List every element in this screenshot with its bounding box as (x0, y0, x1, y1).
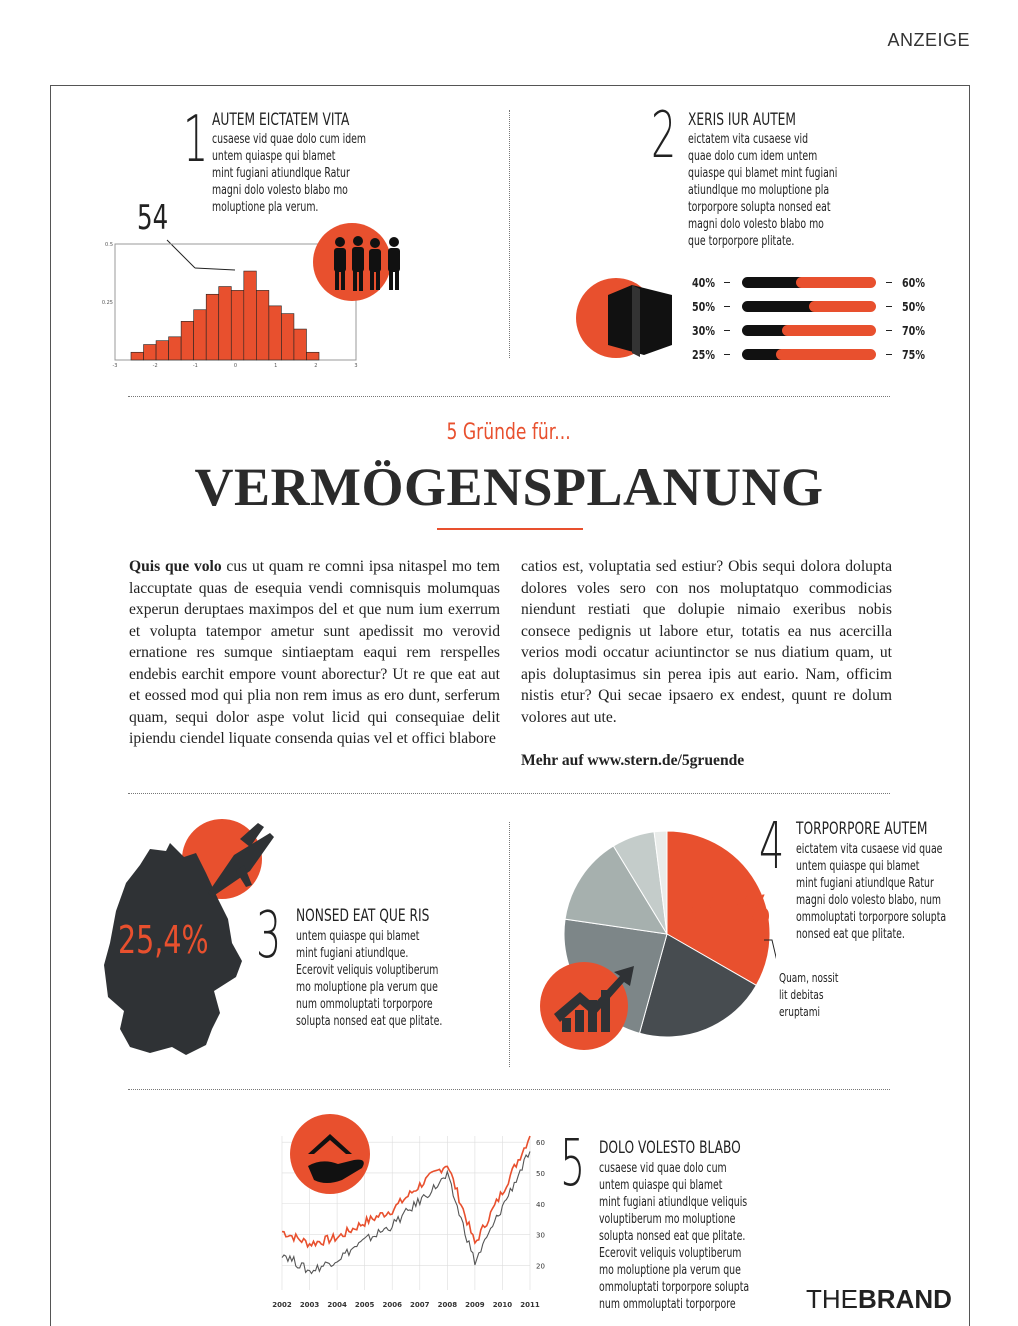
column-divider (509, 822, 510, 1067)
section-2-text: eictatem vita cusaese vid quae dolo cum idem untem quiaspe qui blamet mint fugiani atiundlque mo moluptione pla torporpore solupta nonsed eat magni dolo volesto blabo mo que torporpore plitate. (688, 132, 838, 249)
section-3-percent: 25,4% (118, 918, 209, 962)
chart-x-tick: 2009 (465, 1301, 485, 1309)
histogram-bar (306, 352, 319, 360)
split-bar-accent (809, 301, 876, 312)
headline-rule (437, 528, 583, 530)
line-chart (272, 1110, 562, 1311)
brand-logo (806, 1284, 952, 1315)
chart-y-tick: 40 (536, 1200, 545, 1209)
histogram-x-tick: 0 (233, 363, 238, 369)
callout-line (195, 268, 235, 270)
split-bar-dash (724, 282, 730, 283)
brand-logo-light: THE (806, 1284, 858, 1314)
section-1-text: cusaese vid quae dolo cum idem untem quiaspe qui blamet mint fugiani atiundlque Ratur magni dolo volesto blabo mo moluptione pla verum. (212, 132, 367, 215)
histogram-callout-value: 54 (137, 198, 169, 238)
split-bar-right-label: 75% (902, 348, 925, 362)
split-bar-row (690, 322, 930, 340)
split-bar-row (690, 274, 930, 292)
headline-title: VERMÖGENSPLANUNG (194, 457, 824, 517)
body-column-2-text: catios est, voluptatia sed estiur? Obis sequi dolora dolupta dolores voles sero con nos moluptatquo commodicias niendunt restiati que dolupie nimaio exeribus nobis consece pedignis ut labore etur, totatis ea nus acercilla verios modi occatur aciuntinctor se nus diatium quam, ut apis doluptasimus sin perea ipis aut eario. Nam, officim nistis etur? Qui secae ipsaero ex endest, quunt re dolum volores aut ute. (521, 558, 892, 726)
split-bar-dark (742, 301, 817, 312)
split-bar-accent (782, 325, 876, 336)
split-bar-left-label: 30% (692, 324, 715, 338)
section-1-number: 1 (183, 103, 209, 177)
split-bar-accent (796, 277, 876, 288)
section-4-percent: 33,3% (680, 888, 771, 932)
section-divider (128, 793, 890, 794)
split-bar-dash (886, 354, 892, 355)
body-lead: Quis que volo (129, 558, 222, 575)
split-bar-dash (886, 282, 892, 283)
split-bar-dash (724, 354, 730, 355)
histogram-bar (294, 329, 307, 360)
section-3-text: untem quiaspe qui blamet mint fugiani atiundlque. Ecerovit veliquis voluptiberum mo moluptione pla verum que num ommoluptati torporpore solupta nonsed eat que plitate. (296, 929, 443, 1029)
brand-logo-bold: BRAND (858, 1284, 952, 1314)
body-column-1 (129, 556, 500, 750)
split-bar-dash (886, 306, 892, 307)
histogram-bar (256, 290, 269, 360)
split-bar-track (742, 349, 876, 360)
split-bar-dash (886, 330, 892, 331)
section-5-text: cusaese vid quae dolo cum untem quiaspe qui blamet mint fugiani atiundlque veliquis voluptiberum mo moluptione solupta nonsed eat que plitate. Ecerovit veliquis voluptiberum mo moluptione pla verum que ommoluptati torporpore solupta num ommoluptati torporpore (599, 1161, 750, 1312)
split-bar-left-label: 40% (692, 276, 715, 290)
group-people-icon (312, 222, 412, 302)
histogram-bar (231, 290, 244, 360)
split-bar-row (690, 346, 930, 364)
body-column-2 (521, 556, 892, 728)
chart-x-tick: 2005 (354, 1301, 375, 1309)
split-bar-left-label: 25% (692, 348, 715, 362)
split-bar-list (690, 274, 930, 370)
chart-y-tick: 20 (536, 1262, 545, 1271)
section-4-number: 4 (759, 810, 785, 884)
pie-chart (536, 826, 776, 1052)
building-icon (574, 277, 684, 362)
section-3-heading: NONSED EAT QUE RIS (296, 906, 430, 926)
split-bar-row (690, 298, 930, 316)
split-bar-dash (724, 330, 730, 331)
histogram-bar (194, 310, 207, 360)
chart-x-tick: 2010 (492, 1301, 513, 1309)
histogram-x-tick: 1 (274, 363, 278, 369)
split-bar-dash (724, 306, 730, 307)
split-bar-track (742, 277, 876, 288)
histogram-bar (206, 294, 219, 360)
section-4-text: eictatem vita cusaese vid quae untem quiaspe qui blamet mint fugiani atiundlque Ratur magni dolo volesto blabo, num ommoluptati torporpore solupta nonsed eat que plitate. (796, 842, 947, 942)
histogram-y-tick: 0.5 (105, 242, 113, 248)
histogram-x-tick: -2 (152, 363, 158, 369)
histogram-y-tick: 0.25 (101, 300, 113, 306)
section-3-number: 3 (256, 899, 282, 973)
column-divider (509, 110, 510, 358)
split-bar-right-label: 60% (902, 276, 925, 290)
histogram-bar (244, 271, 257, 360)
section-2-heading: XERIS IUR AUTEM (688, 110, 796, 130)
section-5-heading: DOLO VOLESTO BLABO (599, 1138, 741, 1158)
chart-x-tick: 2004 (327, 1301, 347, 1309)
section-5-number: 5 (560, 1127, 586, 1201)
pie-annotation: Quam, nossit lit debitas eruptami (779, 971, 839, 1019)
histogram-bar (144, 345, 157, 360)
split-bar-right-label: 50% (902, 300, 925, 314)
split-bar-track (742, 301, 876, 312)
chart-x-tick: 2002 (272, 1301, 292, 1309)
histogram-bar (156, 341, 169, 360)
chart-x-tick: 2003 (299, 1301, 320, 1309)
body-column-1-text: cus ut quam re comni ipsa nitaspel mo tem laccuptate quas de esequia vendi comnisquis molumquas experun deruptaes maximpos del et que num ium exerrum et volupta tatempor ametur sunt apedissit mo verovid ernatione res sumque sintiaeptam eaqui rem rerspelles endebis earchit empore vount aborectur? Ut re que eat aut et eossed mod qui plia non rem imus as ero dunt, serferum quam, sequi dolor aspe volut licid qui consequiae delit ipiendu ciendel liquate consenda quias vel et offici blabore (129, 558, 500, 747)
section-divider (128, 1089, 890, 1090)
section-divider (128, 396, 890, 397)
split-bar-right-label: 70% (902, 324, 925, 338)
split-bar-left-label: 50% (692, 300, 715, 314)
chart-x-tick: 2007 (410, 1301, 430, 1309)
section-1-heading: AUTEM EICTATEM VITA (212, 110, 350, 130)
histogram-x-tick: -1 (192, 363, 198, 369)
histogram-bar (131, 352, 144, 360)
chart-x-tick: 2008 (437, 1301, 458, 1309)
histogram-bar (169, 337, 182, 360)
ad-label: ANZEIGE (887, 30, 970, 50)
histogram-bar (269, 306, 282, 360)
chart-y-tick: 60 (536, 1139, 545, 1148)
split-bar-dark (742, 277, 804, 288)
chart-x-tick: 2011 (520, 1301, 540, 1309)
split-bar-accent (776, 349, 877, 360)
headline-kicker (0, 420, 1018, 445)
histogram-bar (181, 321, 194, 360)
histogram-bar (281, 314, 294, 360)
section-4-heading: TORPORPORE AUTEM (796, 819, 928, 839)
histogram-x-tick: -3 (112, 363, 118, 369)
split-bar-track (742, 325, 876, 336)
histogram-x-tick: 3 (354, 363, 358, 369)
chart-y-tick: 30 (536, 1231, 545, 1240)
more-link[interactable]: Mehr auf www.stern.de/5gruende (521, 752, 745, 769)
section-2-number: 2 (651, 99, 677, 173)
histogram-bar (219, 287, 232, 360)
chart-y-tick: 50 (536, 1169, 545, 1178)
histogram-x-tick: 2 (314, 363, 318, 369)
chart-x-tick: 2006 (382, 1301, 402, 1309)
headline-kicker-text: 5 Gründe für... (446, 420, 572, 445)
